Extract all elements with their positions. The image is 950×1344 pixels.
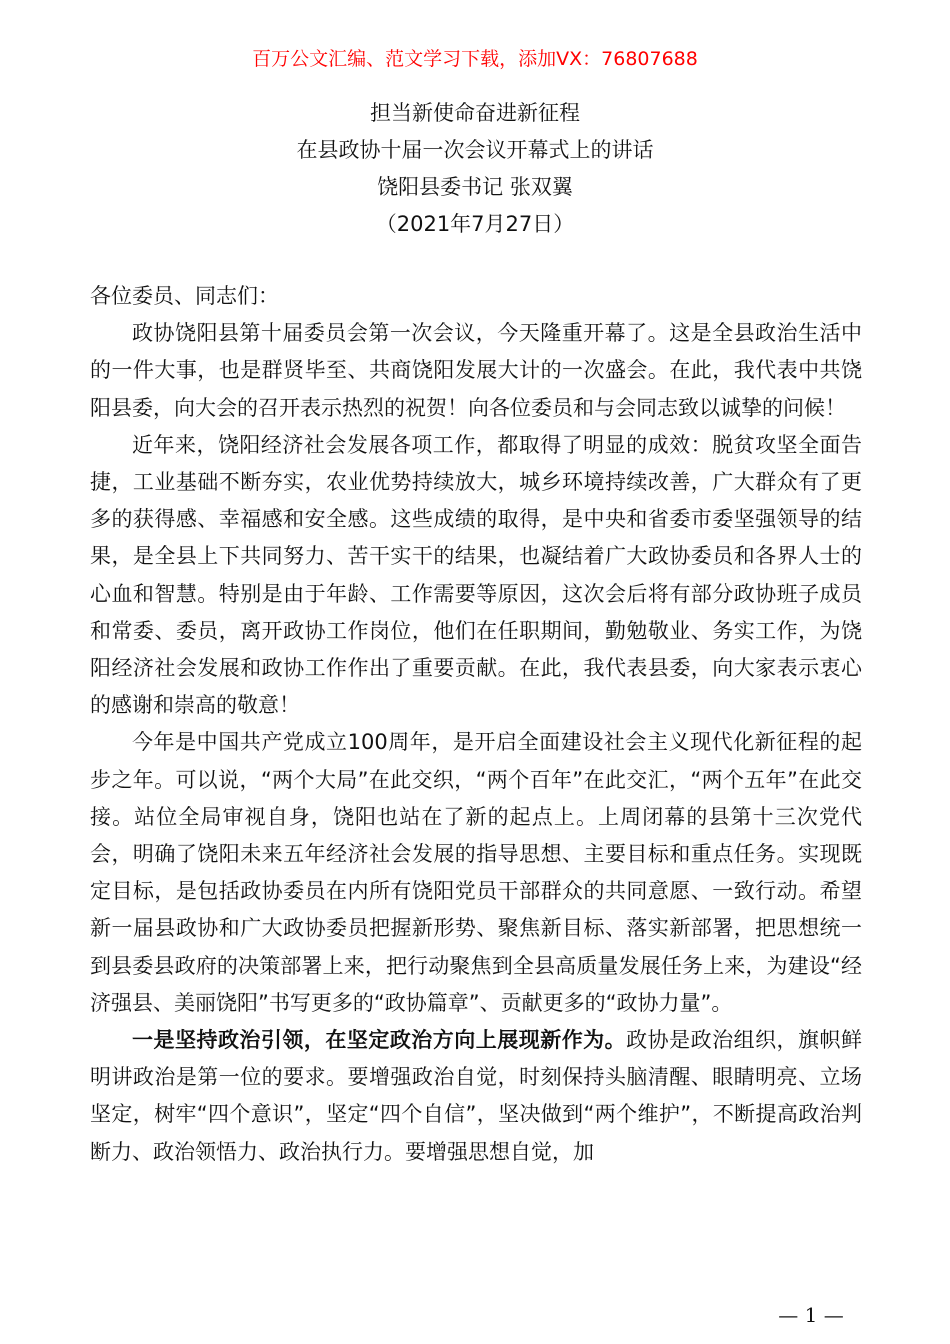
- speech-body: [90, 278, 862, 1171]
- body-paragraph: 近年来，饶阳经济社会发展各项工作，都取得了明显的成效：脱贫攻坚全面告捷，工业基础不断夯实，农业优势持续放大，城乡环境持续改善，广大群众有了更多的获得感、幸福感和安全感。这些成绩的取得，是中央和省委市委坚强领导的结果，是全县上下共同努力、苦干实干的结果，也凝结着广大政协委员和各界人士的心血和智慧。特别是由于年龄、工作需要等原因，这次会后将有部分政协班子成员和常委、委员，离开政协工作岗位，他们在任职期间，勤勉敬业、务实工作，为饶阳经济社会发展和政协工作作出了重要贡献。在此，我代表县委，向大家表示衷心的感谢和崇高的敬意！: [90, 432, 862, 718]
- body-paragraph: 今年是中国共产党成立100周年，是开启全面建设社会主义现代化新征程的起步之年。可以说，“两个大局”在此交织，“两个百年”在此交汇，“两个五年”在此交接。站位全局审视自身，饶阳也站在了新的起点上。上周闭幕的县第十三次党代会，明确了饶阳未来五年经济社会发展的指导思想、主要目标和重点任务。实现既定目标，是包括政协委员在内所有饶阳党员干部群众的共同意愿、一致行动。希望新一届县政协和广大政协委员把握新形势、聚焦新目标、落实新部署，把思想统一到县委县政府的决策部署上来，把行动聚焦到全县高质量发展任务上来，为建设“经济强县、美丽饶阳”书写更多的“政协篇章”、贡献更多的“政协力量”。: [90, 730, 862, 1015]
- point-one-text: 政协是政治组织，旗帜鲜明讲政治是第一位的要求。要增强政治自觉，时刻保持头脑清醒、眼睛明亮、立场坚定，树牢“四个意识”，坚定“四个自信”，坚决做到“两个维护”，不断提高政治判断力、政治领悟力、政治执行力。要增强思想自觉，加: [90, 1028, 863, 1164]
- page-number: — 1 —: [778, 1303, 844, 1327]
- point-one-heading: 一是坚持政治引领，在坚定政治方向上展现新作为。: [132, 1028, 627, 1053]
- point-one-paragraph: [90, 1022, 862, 1171]
- sub-title: 在县政协十届一次会议开幕式上的讲话: [296, 138, 654, 162]
- header-banner: 百万公文汇编、范文学习下载，添加VX：76807688: [252, 48, 698, 70]
- main-title: 担当新使命奋进新征程: [370, 101, 580, 125]
- title-block: [0, 95, 950, 243]
- salutation: 各位委员、同志们：: [90, 284, 279, 308]
- body-paragraph: 政协饶阳县第十届委员会第一次会议，今天隆重开幕了。这是全县政治生活中的一件大事，也是群贤毕至、共商饶阳发展大计的一次盛会。在此，我代表中共饶阳县委，向大会的召开表示热烈的祝贺！向各位委员和与会同志致以诚挚的问候！: [90, 321, 862, 420]
- speaker-line: 饶阳县委书记 张双翼: [377, 175, 573, 199]
- speech-date: （2021年7月27日）: [375, 212, 575, 236]
